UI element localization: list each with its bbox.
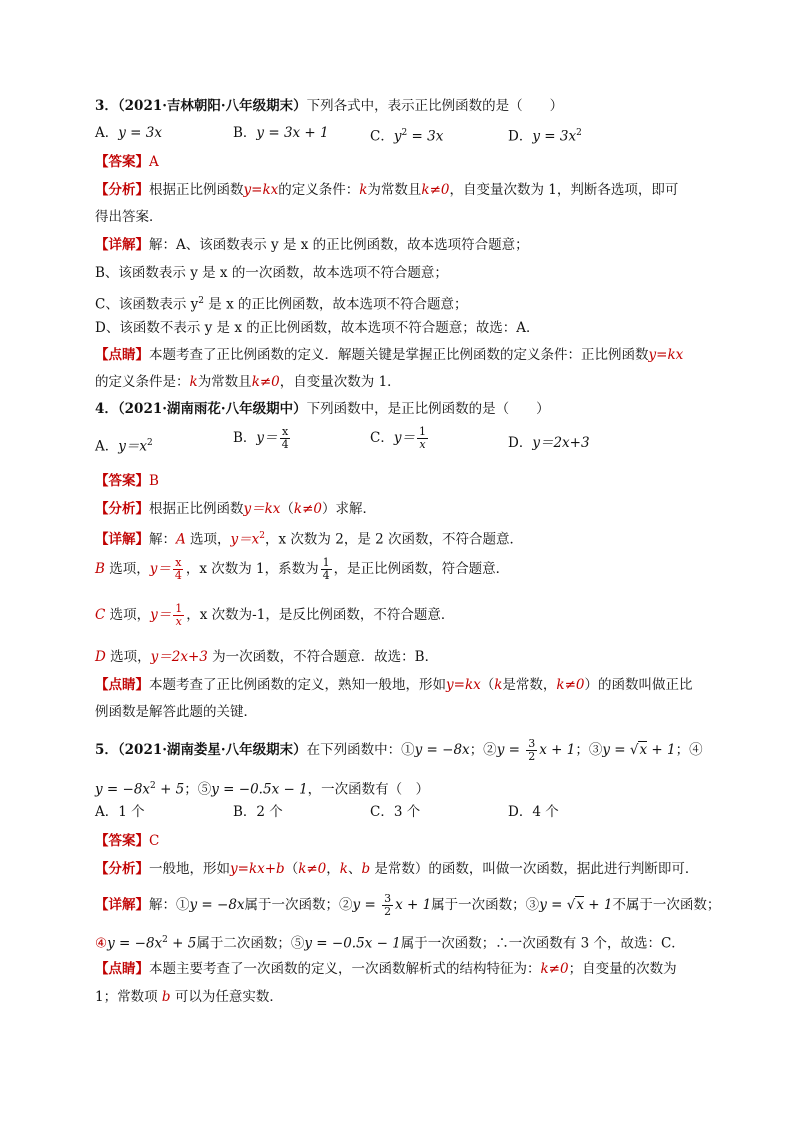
q5-comment-line1: 【点睛】本题主要考查了一次函数的定义，一次函数解析式的结构特征为：k≠0；自变量的次数为 <box>95 961 677 977</box>
q3-analysis-line1: 【分析】根据正比例函数y=kx的定义条件：k为常数且k≠0，自变量次数为 1，判断各选项，即可 <box>95 182 679 198</box>
q4-detail-line1: 【详解】解：A 选项，$y=x^2$，x 次数为 2，是 2 次函数，不符合题意． <box>95 531 523 548</box>
q5-detail-line2: ④y = $-8x^2 + 5$属于二次函数；⑤y = −0.5x − 1属于一次函数；∴一次函数有 3 个，故选：C． <box>95 935 685 952</box>
q4-option-b: B．y＝ $\frac{x}{4}$ <box>233 425 289 451</box>
q4-detail-line4: D 选项，y＝2x+3 为一次函数，不符合题意．故选：B． <box>95 649 439 665</box>
q3-number: 3． <box>95 98 118 114</box>
q3-comment-line2: 的定义条件是：k为常数且k≠0，自变量次数为 1． <box>95 374 401 390</box>
q4-analysis: 【分析】根据正比例函数y＝kx（k≠0）求解． <box>95 501 377 517</box>
q4-number: 4． <box>95 401 118 417</box>
q3-option-a: A．y = 3x <box>95 125 162 141</box>
q3-detail-line2: B、该函数表示 y 是 x 的一次函数，故本选项不符合题意； <box>95 265 448 281</box>
q4-detail-line3: C 选项，y＝ $\frac{1}{x}$ ，x 次数为-1，是反比例函数，不符合题意． <box>95 602 455 628</box>
q3-option-b: B．y = 3x + 1 <box>233 125 329 141</box>
q5-analysis: 【分析】一般地，形如y=kx+b（k≠0，k、b 是常数）的函数，叫做一次函数，据此进行判断即可． <box>95 861 699 877</box>
q4-option-d: D．y＝2x+3 <box>508 435 590 451</box>
q5-detail-line1: 【详解】解：①y = −8x属于一次函数；②y = $\frac{3}{2}$ x + 1属于一次函数；③y = √x + 1不属于一次函数； <box>95 892 721 918</box>
q3-option-d: D．$y = 3x^2$ <box>508 128 582 145</box>
q5-option-b: B．2 个 <box>233 804 283 820</box>
q5-option-c: C．3 个 <box>370 804 421 820</box>
q3-source: （2021·吉林朝阳·八年级期末） <box>117 98 307 114</box>
q3-analysis-line2: 得出答案． <box>95 209 163 225</box>
q4-answer: 【答案】B <box>95 473 159 489</box>
q3-stem <box>95 97 563 115</box>
q4-comment-line2: 例函数是解答此题的关键． <box>95 704 257 720</box>
q5-answer: 【答案】C <box>95 833 160 849</box>
q3-comment-line1: 【点睛】本题考查了正比例函数的定义．解题关键是掌握正比例函数的定义条件：正比例函数y=kx <box>95 347 684 363</box>
q4-stem <box>95 400 550 418</box>
q4-detail-line2: B 选项，y＝ $\frac{x}{4}$ ，x 次数为 1，系数为 $\frac{1}{4}$ ，是正比例函数，符合题意． <box>95 556 510 582</box>
q3-detail-line3: C、该函数表示 $y^2$ 是 x 的正比例函数，故本选项不符合题意； <box>95 296 468 313</box>
q4-option-a: A．$y=x^2$ <box>95 438 153 455</box>
q5-source: （2021·湖南娄星·八年级期末） <box>117 742 307 758</box>
q5-number: 5． <box>95 742 118 758</box>
q3-detail-line1: 【详解】解：A、该函数表示 y 是 x 的正比例函数，故本选项符合题意； <box>95 237 529 253</box>
q3-option-c: C．$y^2 = 3x$ <box>370 128 444 145</box>
q5-option-a: A．1 个 <box>95 804 145 820</box>
q5-option-d: D．4 个 <box>508 804 559 820</box>
q3-text: 下列各式中，表示正比例函数的是（ ） <box>306 98 564 114</box>
q4-source: （2021·湖南雨花·八年级期中） <box>117 401 307 417</box>
q5-comment-line2: 1；常数项 b 可以为任意实数． <box>95 989 283 1005</box>
q4-option-c: C．y＝ $\frac{1}{x}$ <box>370 425 426 451</box>
q4-text: 下列函数中，是正比例函数的是（ ） <box>306 401 550 417</box>
q3-answer: 【答案】A <box>95 154 159 170</box>
q3-detail-line4: D、该函数不表示 y 是 x 的正比例函数，故本选项不符合题意；故选：A． <box>95 320 540 336</box>
q5-stem-line1: 5．（2021·湖南娄星·八年级期末）在下列函数中：①y = −8x；②y = $\frac{3}{2}$ x + 1；③y = √x + 1；④ <box>95 737 703 763</box>
q4-comment-line1: 【点睛】本题考查了正比例函数的定义，熟知一般地，形如y=kx（k是常数，k≠0）的函数叫做正比 <box>95 677 693 693</box>
q5-stem-line2: $y = -8x^2 + 5$；⑤y = −0.5x − 1，一次函数有（ ） <box>95 781 430 798</box>
